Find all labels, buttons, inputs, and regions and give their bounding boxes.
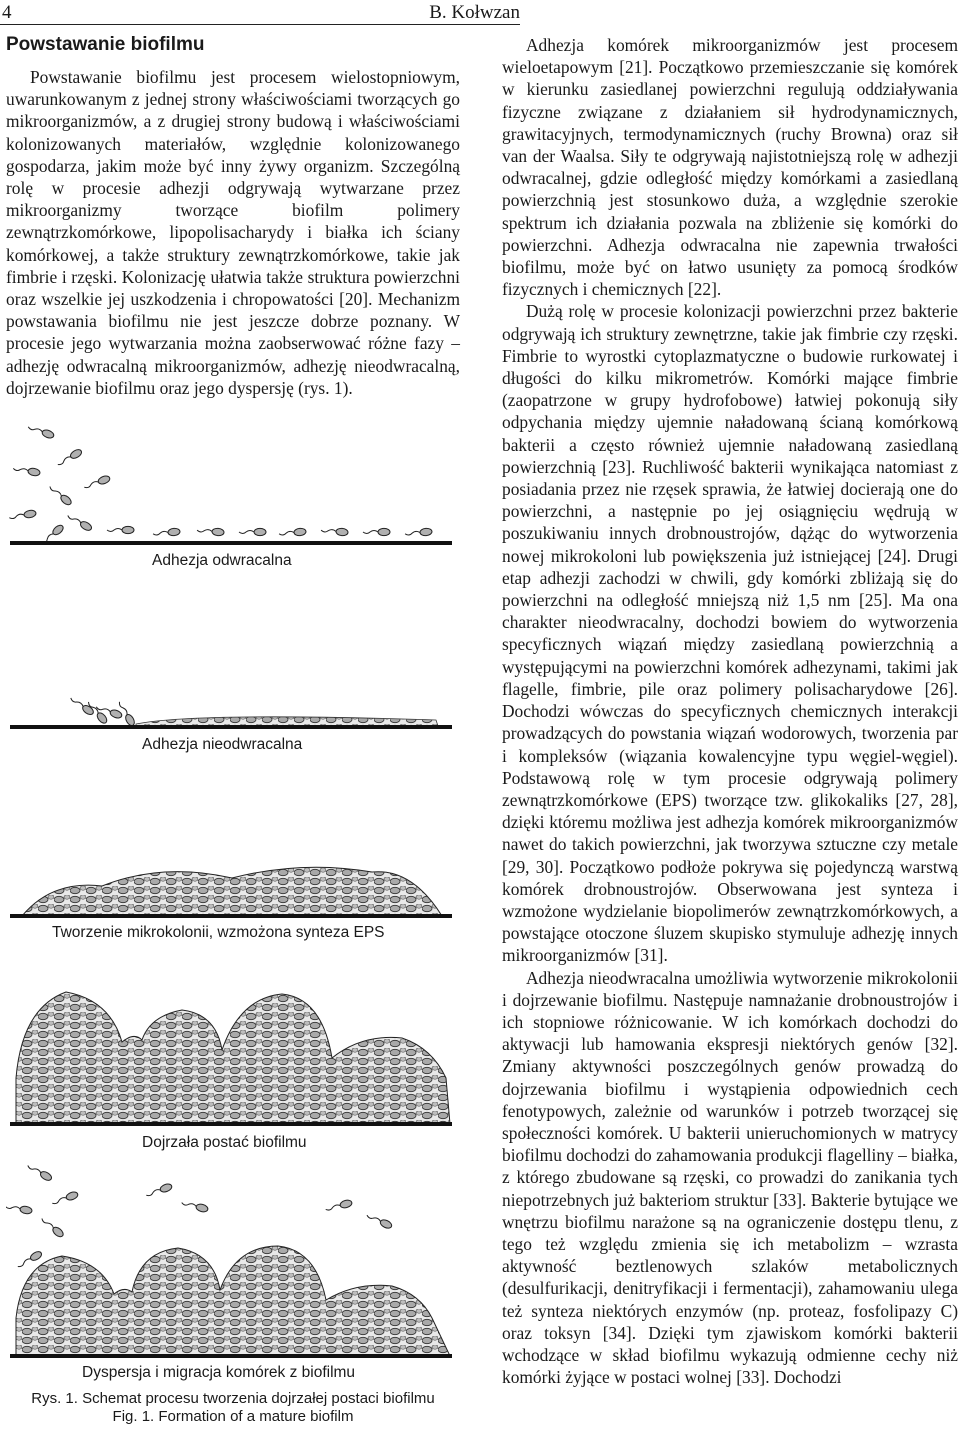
page-number: 4 — [2, 2, 12, 23]
body-paragraph: Powstawanie biofilmu jest procesem wielostopniowym, uwarunkowanym z jednej strony właściwościami tworzących go mikroorganizmów, a z drugiej strony budową i właściwościami kolonizowanych materiałów, względnie kolonizowanego gospodarza, jakim może być inny żywy organizm. Szczególną rolę w procesie adhezji odgrywają wytwarzane przez mikroorganizmy tworzące biofilm polimery zewnątrzkomórkowe, lipopolisacharydy i białka ich ściany komórkowej, a także struktury zewnątrzkomórkowe, takie jak fimbrie i rzęski. Kolonizację ułatwia także struktura powierzchni oraz wszelkie jej uszkodzenia i chropowatości [20]. Mechanizm powstawania biofilmu nie jest jeszcze dobrze poznany. W procesie jego wytwarzania można zaobserwować różne fazy – adhezję odwracalną mikroorganizmów, adhezję nieodwracalną, dojrzewanie biofilmu oraz jego dyspersję (rys. 1). — [6, 67, 460, 398]
stage-label: Adhezja odwracalna — [152, 552, 292, 569]
figure-biofilm-stages — [6, 418, 460, 1428]
stage-dispersion — [6, 1162, 452, 1358]
stage-irreversible-adhesion — [10, 695, 452, 729]
body-paragraph: Adhezja nieodwracalna umożliwia wytworzenie mikrokolonii i dojrzewanie biofilmu. Następuje namnażanie drobnoustrojów i ich stopniowe różnicowanie. W ich komórkach dochodzi do aktywacji lub hamowania ekspresji niektórych genów [32]. Zmiany aktywności poszczególnych genów prowadzą do dojrzewania biofilmu i wystąpienia odpowiednich cech fenotypowych, zależnie od warunków i potrzeb tworzącej się społeczności komórek. U bakterii unieruchomionych w matrycy biofilmu dochodzi do zahamowania produkcji flagelliny – białka, z którego zbudowane są rzęski, co prowadzi do zanikania tych niepotrzebnych już bakteriom struktur [33]. Bakterie bytujące we wnętrzu biofilmu narażone są na ograniczenie dostępu tlenu, z tego też względu zmienia się ich metabolizm – wzrasta aktywność beztlenowych szlaków metabolicznych (desulfurikacji, denitryfikacji i fermentacji), zahamowaniu ulega też synteza niektórych enzymów (np. proteaz, fosfolipazy C) oraz toksyn [34]. Dzięki tym zjawiskom komórki bakterii wchodzące w skład biofilmu wykazują odmienne cechy niż komórki żyjące w postaci wolnej [33]. Dochodzi — [502, 967, 958, 1388]
stage-label: Dyspersja i migracja komórek z biofilmu — [82, 1364, 356, 1381]
body-paragraph: Dużą rolę w procesie kolonizacji powierzchni przez bakterie odgrywają ich struktury zewnętrzne, takie jak fimbrie czy rzęski. Fimbrie to wyrostki cytoplazmatyczne o budowie rurkowatej i długości do kilku mikrometrów. Komórki mające fimbrie (zaopatrzone w grupy hydrofobowe) łatwiej pokonują siły odpychania między ujemnie naładowaną ścianą komórkową bakterii a często również ujemnie naładowaną zasiedlaną powierzchnią [23]. Ruchliwość bakterii wynikająca natomiast z posiadania przez nie rzęsek sprawia, że łatwiej docierają one do powierzchni, a następnie po jej osiągnięciu wędrują w poszukiwaniu innych drobnoustrojów, dążąc do wytworzenia nowej mikrokoloni lub powiększenia już istniejącej [24]. Drugi etap adhezji zachodzi w chwili, gdy komórki zbliżają się do powierzchni na odległość mniejszą niż 1,5 nm [25]. Ma ona charakter nieodwracalny, dochodzi bowiem do wytworzenia specyficznych wiązań między zasiedlaną powierzchnią a występującymi na powierzchni komórek adhezynami, takimi jak flagelle, fimbrie, pile oraz polimery polisacharydowe [26]. Dochodzi wówczas do specyficznych chemicznych interakcji prowadzących do powstania wiązań wodorowych, tworzenia par i kompleksów (wiązania kowalencyjne typu węgiel-węgiel). Podstawową rolę w tym procesie odgrywają polimery zewnątrzkomórkowe (EPS) tworzące tzw. glikokaliks [27, 28], dzięki któremu możliwa jest adhezja komórek mikroorganizmów nawet do takich powierzchni, jak tworzywa sztuczne czy metale [29, 30]. Początkowo podłoże pokrywa się pojedynczą warstwą komórek drobnoustrojów. Obserwowana jest synteza i wzmożone wydzielanie biopolimerów zewnątrzkomórkowych, a powstające otoczone śluzem skupisko stymuluje adhezję innych mikroorganizmów [31]. — [502, 301, 958, 966]
header-rule — [0, 24, 520, 25]
running-header — [0, 0, 960, 28]
figure-caption-pl: Rys. 1. Schemat procesu tworzenia dojrzałej postaci biofilmu — [31, 1390, 435, 1407]
stage-reversible-adhesion — [9, 423, 452, 546]
stage-label: Adhezja nieodwracalna — [142, 736, 303, 753]
body-paragraph: Adhezja komórek mikroorganizmów jest procesem wieloetapowym [21]. Początkowo przemieszczanie się komórek w kierunku zasiedlanej powierzchni regulują oddziaływania fizyczne związane z działaniem sił hydrodynamicznych, grawitacyjnych, termodynamicznych (ruchy Browna) oraz sił van der Waalsa. Siły te odgrywają najistotniejszą rolę w adhezji odwracalnej, gdzie odległość między komórkami a zasiedlaną powierzchnią jest stosunkowo duża, a względnie szerokie spektrum ich działania pozwala na zbliżenie się komórki do powierzchni. Adhezja odwracalna nie zapewnia trwałości biofilmu, może być on łatwo usunięty za pomocą środków fizycznych i chemicznych [22]. — [502, 35, 958, 300]
figure-caption-en: Fig. 1. Formation of a mature biofilm — [112, 1408, 354, 1425]
stage-microcolony — [10, 867, 452, 918]
stage-label: Dojrzała postać biofilmu — [142, 1134, 307, 1151]
stage-label: Tworzenie mikrokolonii, wzmożona synteza EPS — [52, 924, 385, 941]
left-column — [6, 66, 460, 399]
stage-mature-biofilm — [10, 992, 452, 1126]
section-heading: Powstawanie biofilmu — [6, 34, 205, 55]
running-author: B. Kołwzan — [429, 2, 520, 23]
right-column — [502, 34, 958, 1388]
